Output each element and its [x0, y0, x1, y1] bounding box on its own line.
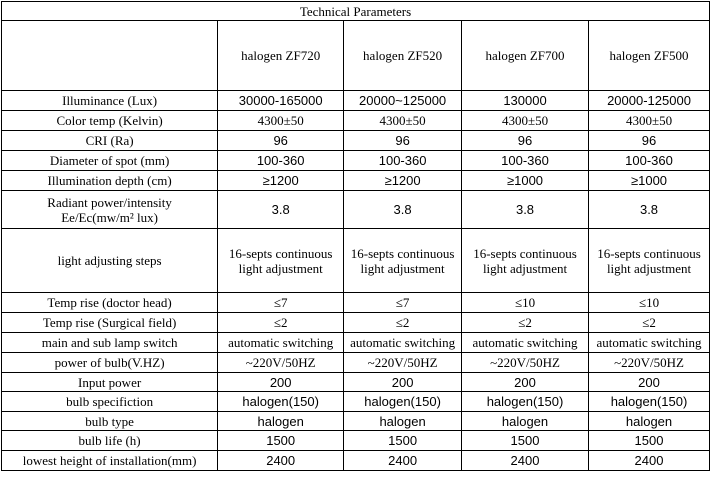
table-cell: ≤2 — [589, 313, 710, 333]
row-label: Temp rise (doctor head) — [2, 293, 218, 313]
table-cell: 100-360 — [344, 151, 462, 171]
model-header: halogen ZF500 — [589, 21, 710, 91]
technical-parameters-table — [1, 1, 710, 471]
row-label: Diameter of spot (mm) — [2, 151, 218, 171]
table-cell: ≤10 — [589, 293, 710, 313]
table-row-bulb-type — [2, 412, 710, 431]
table-row-temp-rise-field — [2, 313, 710, 333]
table-cell: 2400 — [589, 451, 710, 471]
table-cell: 200 — [462, 373, 589, 392]
table-row-light-adjusting — [2, 229, 710, 293]
header-corner-cell — [2, 21, 218, 91]
table-row-illumination-depth — [2, 171, 710, 191]
table-cell: 1500 — [462, 431, 589, 451]
row-label: main and sub lamp switch — [2, 333, 218, 353]
table-cell: 100-360 — [589, 151, 710, 171]
table-row-bulb-specification — [2, 392, 710, 412]
table-cell: 3.8 — [589, 191, 710, 229]
table-row-cri — [2, 131, 710, 151]
table-cell: 4300±50 — [218, 111, 344, 131]
table-cell: automatic switching — [462, 333, 589, 353]
table-cell: ≤2 — [344, 313, 462, 333]
table-cell: 100-360 — [462, 151, 589, 171]
table-cell: 16-septs continuous light adjustment — [462, 229, 589, 293]
table-cell: halogen(150) — [589, 392, 710, 412]
table-cell: ≥1200 — [344, 171, 462, 191]
table-cell: 130000 — [462, 91, 589, 111]
table-cell: halogen — [589, 412, 710, 431]
table-cell: 3.8 — [462, 191, 589, 229]
table-cell: 4300±50 — [344, 111, 462, 131]
table-cell: ~220V/50HZ — [462, 353, 589, 373]
table-cell: 96 — [344, 131, 462, 151]
row-label: bulb type — [2, 412, 218, 431]
table-cell: halogen(150) — [218, 392, 344, 412]
table-cell: 20000~125000 — [344, 91, 462, 111]
table-row-bulb-power — [2, 353, 710, 373]
table-row-color-temp — [2, 111, 710, 131]
table-cell: 96 — [589, 131, 710, 151]
model-header: halogen ZF520 — [344, 21, 462, 91]
table-cell: 200 — [218, 373, 344, 392]
table-cell: ≤7 — [344, 293, 462, 313]
row-label: Input power — [2, 373, 218, 392]
table-cell: 2400 — [218, 451, 344, 471]
table-cell: halogen(150) — [344, 392, 462, 412]
table-row-bulb-life — [2, 431, 710, 451]
table-cell: 16-septs continuous light adjustment — [344, 229, 462, 293]
table-cell: ≤2 — [462, 313, 589, 333]
table-cell: 16-septs continuous light adjustment — [589, 229, 710, 293]
row-label — [2, 191, 218, 229]
table-cell: automatic switching — [218, 333, 344, 353]
table-cell: ≤7 — [218, 293, 344, 313]
table-cell: ≥1000 — [589, 171, 710, 191]
table-cell: ≥1000 — [462, 171, 589, 191]
table-cell: 3.8 — [344, 191, 462, 229]
table-row-spot-diameter — [2, 151, 710, 171]
table-cell: 1500 — [344, 431, 462, 451]
table-cell: 30000-165000 — [218, 91, 344, 111]
table-cell: 3.8 — [218, 191, 344, 229]
row-label: Color temp (Kelvin) — [2, 111, 218, 131]
table-cell: 100-360 — [218, 151, 344, 171]
row-label: Temp rise (Surgical field) — [2, 313, 218, 333]
table-cell: 20000-125000 — [589, 91, 710, 111]
row-label: CRI (Ra) — [2, 131, 218, 151]
table-cell: ≤10 — [462, 293, 589, 313]
table-cell: automatic switching — [589, 333, 710, 353]
table-cell: halogen — [344, 412, 462, 431]
model-header-row — [2, 21, 710, 91]
row-label: bulb specifiction — [2, 392, 218, 412]
table-cell: ≥1200 — [218, 171, 344, 191]
table-title: Technical Parameters — [2, 2, 710, 21]
table-cell: halogen — [462, 412, 589, 431]
table-cell: 16-septs continuous light adjustment — [218, 229, 344, 293]
model-header: halogen ZF720 — [218, 21, 344, 91]
table-row-illuminance — [2, 91, 710, 111]
table-cell: 200 — [344, 373, 462, 392]
row-label: Illuminance (Lux) — [2, 91, 218, 111]
table-cell: 4300±50 — [589, 111, 710, 131]
row-label: power of bulb(V.HZ) — [2, 353, 218, 373]
table-cell: 96 — [462, 131, 589, 151]
row-label: light adjusting steps — [2, 229, 218, 293]
table-cell: automatic switching — [344, 333, 462, 353]
table-cell: ~220V/50HZ — [218, 353, 344, 373]
table-cell: ≤2 — [218, 313, 344, 333]
table-cell: 96 — [218, 131, 344, 151]
table-cell: ~220V/50HZ — [344, 353, 462, 373]
row-label-line: Radiant power/intensity — [47, 194, 172, 210]
table-row-temp-rise-head — [2, 293, 710, 313]
table-cell: 2400 — [344, 451, 462, 471]
model-header: halogen ZF700 — [462, 21, 589, 91]
table-row-installation-height — [2, 451, 710, 471]
table-cell: 1500 — [589, 431, 710, 451]
table-cell: ~220V/50HZ — [589, 353, 710, 373]
row-label-line: Ee/Ec(mw/m² lux) — [61, 209, 158, 225]
table-cell: halogen — [218, 412, 344, 431]
table-cell: 4300±50 — [462, 111, 589, 131]
table-row-radiant-power — [2, 191, 710, 229]
table-cell: halogen(150) — [462, 392, 589, 412]
row-label: bulb life (h) — [2, 431, 218, 451]
row-label: Illumination depth (cm) — [2, 171, 218, 191]
table-cell: 1500 — [218, 431, 344, 451]
table-row-lamp-switch — [2, 333, 710, 353]
table-cell: 200 — [589, 373, 710, 392]
table-cell: 2400 — [462, 451, 589, 471]
row-label: lowest height of installation(mm) — [2, 451, 218, 471]
table-row-input-power — [2, 373, 710, 392]
